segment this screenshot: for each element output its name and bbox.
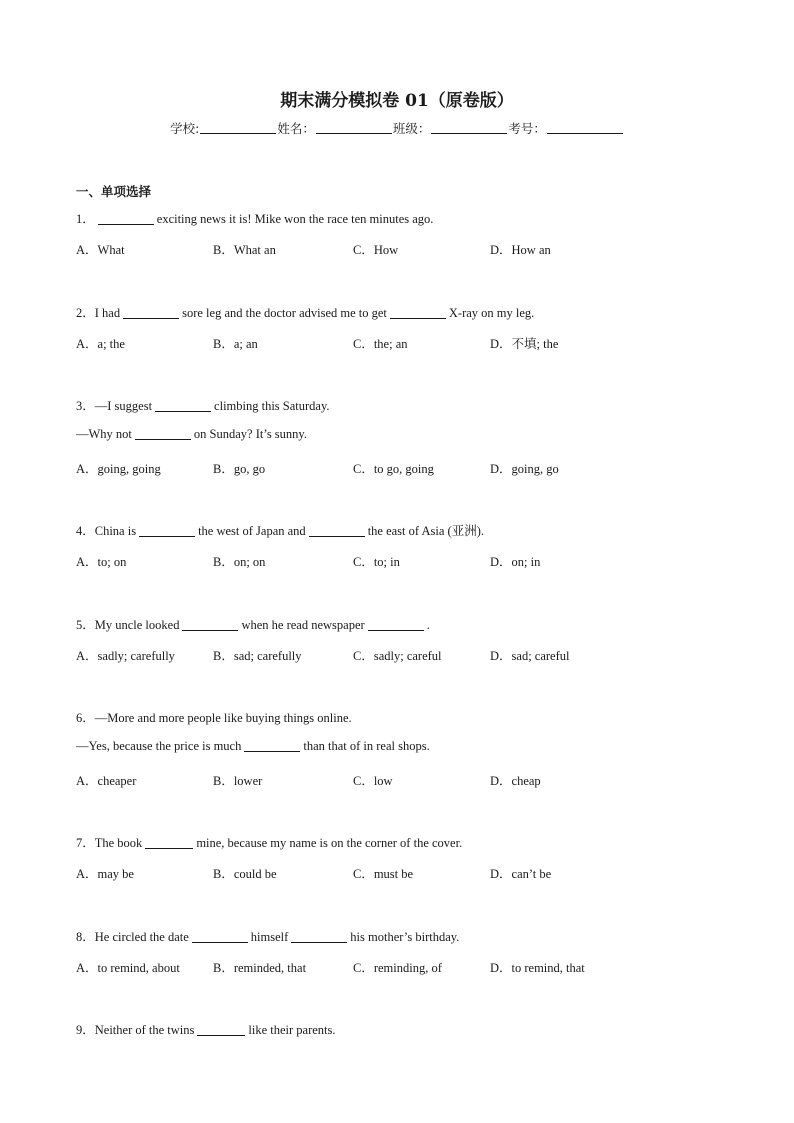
option-c[interactable]: C．to; in [353, 555, 400, 569]
question-1-options [76, 240, 716, 258]
question-4-options [76, 552, 716, 570]
option-c[interactable]: C．reminding, of [353, 961, 442, 975]
question-4-text-start: 4．China is [76, 524, 137, 538]
name-blank[interactable] [316, 120, 392, 134]
option-d[interactable]: D．cheap [490, 774, 541, 788]
option-d[interactable]: D．How an [490, 243, 551, 257]
question-2-text-start: 2．I had [76, 306, 121, 320]
answer-blank[interactable] [155, 399, 211, 412]
option-a[interactable]: A．to; on [76, 555, 127, 569]
question-6-reply-end: than that of in real shops. [303, 739, 430, 753]
question-9 [76, 1020, 336, 1038]
question-3-reply-start: —Why not [76, 427, 132, 441]
question-6-reply-start: —Yes, because the price is much [76, 739, 242, 753]
option-b[interactable]: B．sad; carefully [213, 649, 302, 663]
question-3 [76, 396, 330, 414]
option-a[interactable]: A．What [76, 243, 125, 257]
option-d[interactable]: D．sad; careful [490, 649, 570, 663]
option-c[interactable]: C．low [353, 774, 393, 788]
question-3-reply-end: on Sunday? It’s sunny. [193, 427, 307, 441]
question-8 [76, 927, 459, 945]
option-d[interactable]: D．不填; the [490, 337, 559, 351]
question-4-text-middle: the west of Japan and [198, 524, 306, 538]
question-7-options [76, 864, 716, 882]
question-1 [76, 209, 433, 227]
option-c[interactable]: C．the; an [353, 337, 408, 351]
question-6-options [76, 771, 716, 789]
class-blank[interactable] [431, 120, 507, 134]
option-b[interactable]: B．go, go [213, 462, 266, 476]
option-b[interactable]: B．on; on [213, 555, 266, 569]
section-heading: 一、单项选择 [76, 184, 152, 199]
school-blank[interactable] [200, 120, 276, 134]
question-5-text-start: 5．My uncle looked [76, 618, 180, 632]
exam-number-blank[interactable] [547, 120, 623, 134]
option-a[interactable]: A．cheaper [76, 774, 137, 788]
option-b[interactable]: B．could be [213, 867, 277, 881]
question-8-text-middle: himself [250, 930, 289, 944]
answer-blank[interactable] [192, 930, 248, 943]
option-d[interactable]: D．to remind, that [490, 961, 585, 975]
question-6: 6．—More and more people like buying things online. [76, 711, 352, 725]
option-a[interactable]: A．a; the [76, 337, 125, 351]
question-5-text-middle: when he read newspaper [241, 618, 365, 632]
answer-blank[interactable] [368, 618, 424, 631]
answer-blank[interactable] [197, 1023, 245, 1036]
question-1-number: 1． [76, 212, 95, 226]
question-9-text-start: 9．Neither of the twins [76, 1023, 195, 1037]
question-8-text-start: 8．He circled the date [76, 930, 189, 944]
question-8-options [76, 958, 716, 976]
student-info-line [0, 119, 794, 137]
school-label: 学校: [170, 121, 200, 136]
option-a[interactable]: A．may be [76, 867, 134, 881]
question-3-options [76, 459, 716, 477]
option-a[interactable]: A．sadly; carefully [76, 649, 175, 663]
answer-blank[interactable] [98, 212, 154, 225]
question-9-text-end: like their parents. [248, 1023, 336, 1037]
answer-blank[interactable] [123, 306, 179, 319]
question-2-text-end: X-ray on my leg. [448, 306, 535, 320]
option-b[interactable]: B．What an [213, 243, 276, 257]
option-a[interactable]: A．to remind, about [76, 961, 180, 975]
class-label: 班级： [392, 121, 431, 136]
question-2-options [76, 334, 716, 352]
option-c[interactable]: C．must be [353, 867, 414, 881]
answer-blank[interactable] [182, 618, 238, 631]
option-a[interactable]: A．going, going [76, 462, 161, 476]
question-5 [76, 615, 430, 633]
answer-blank[interactable] [145, 836, 193, 849]
question-3-text-end: climbing this Saturday. [214, 399, 330, 413]
answer-blank[interactable] [390, 306, 446, 319]
option-b[interactable]: B．lower [213, 774, 263, 788]
option-d[interactable]: D．going, go [490, 462, 559, 476]
page-title: 期末满分模拟卷 01（原卷版） [280, 91, 514, 111]
question-2-text-middle: sore leg and the doctor advised me to get [182, 306, 387, 320]
question-3-reply [76, 427, 307, 442]
question-6-reply [76, 739, 430, 754]
option-b[interactable]: B．reminded, that [213, 961, 307, 975]
answer-blank[interactable] [309, 524, 365, 537]
option-c[interactable]: C．sadly; careful [353, 649, 442, 663]
name-label: 姓名： [277, 121, 315, 136]
exam-number-label: 考号： [508, 121, 546, 136]
option-d[interactable]: D．can’t be [490, 867, 552, 881]
question-7-text-start: 7．The book [76, 836, 143, 850]
option-c[interactable]: C．to go, going [353, 462, 434, 476]
answer-blank[interactable] [139, 524, 195, 537]
question-2 [76, 303, 534, 321]
question-5-options [76, 646, 716, 664]
answer-blank[interactable] [244, 739, 300, 752]
answer-blank[interactable] [135, 427, 191, 440]
question-3-text-start: 3．—I suggest [76, 399, 153, 413]
option-d[interactable]: D．on; in [490, 555, 541, 569]
question-1-text: exciting news it is! Mike won the race ten minutes ago. [156, 212, 434, 226]
option-c[interactable]: C．How [353, 243, 399, 257]
option-b[interactable]: B．a; an [213, 337, 258, 351]
answer-blank[interactable] [291, 930, 347, 943]
question-5-text-end: . [426, 618, 430, 632]
question-7 [76, 833, 462, 851]
question-8-text-end: his mother’s birthday. [350, 930, 460, 944]
question-7-text-end: mine, because my name is on the corner of the cover. [196, 836, 463, 850]
question-4-text-end: the east of Asia (亚洲). [367, 524, 484, 538]
question-4 [76, 521, 484, 539]
